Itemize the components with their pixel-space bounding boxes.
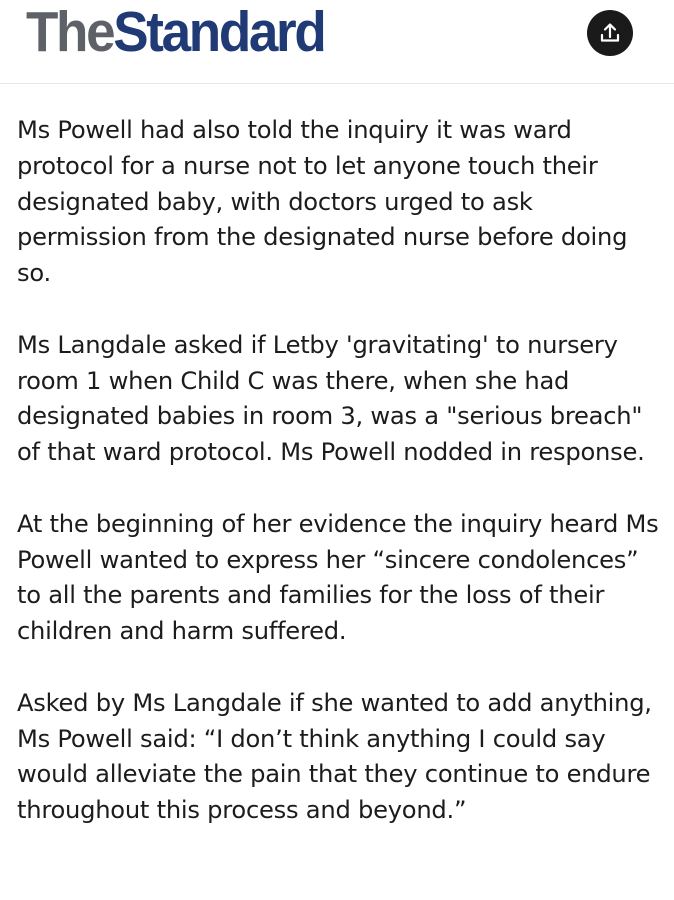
article-paragraph: At the beginning of her evidence the inquiry heard Ms Powell wanted to express her “sincere condolences” to all the parents and families for the loss of their children and harm suffered. bbox=[17, 509, 659, 646]
site-logo[interactable] bbox=[26, 0, 324, 64]
article-paragraph: Asked by Ms Langdale if she wanted to add anything, Ms Powell said: “I don’t think anything I could say would alleviate the pain that they continue to endure throughout this process and beyond.” bbox=[17, 688, 652, 825]
site-header bbox=[0, 0, 674, 84]
logo-standard-text: Standard bbox=[113, 0, 325, 64]
share-button[interactable] bbox=[587, 10, 633, 56]
logo-the-text: The bbox=[26, 0, 114, 64]
article-paragraph: Ms Langdale asked if Letby 'gravitating' to nursery room 1 when Child C was there, when she had designated babies in room 3, was a "serious breach" of that ward protocol. Ms Powell nodded in response. bbox=[17, 330, 645, 467]
article-body bbox=[17, 113, 667, 865]
article-paragraph: Ms Powell had also told the inquiry it was ward protocol for a nurse not to let anyone touch their designated baby, with doctors urged to ask permission from the designated nurse before doing so. bbox=[17, 116, 628, 288]
share-upload-icon bbox=[598, 21, 622, 45]
